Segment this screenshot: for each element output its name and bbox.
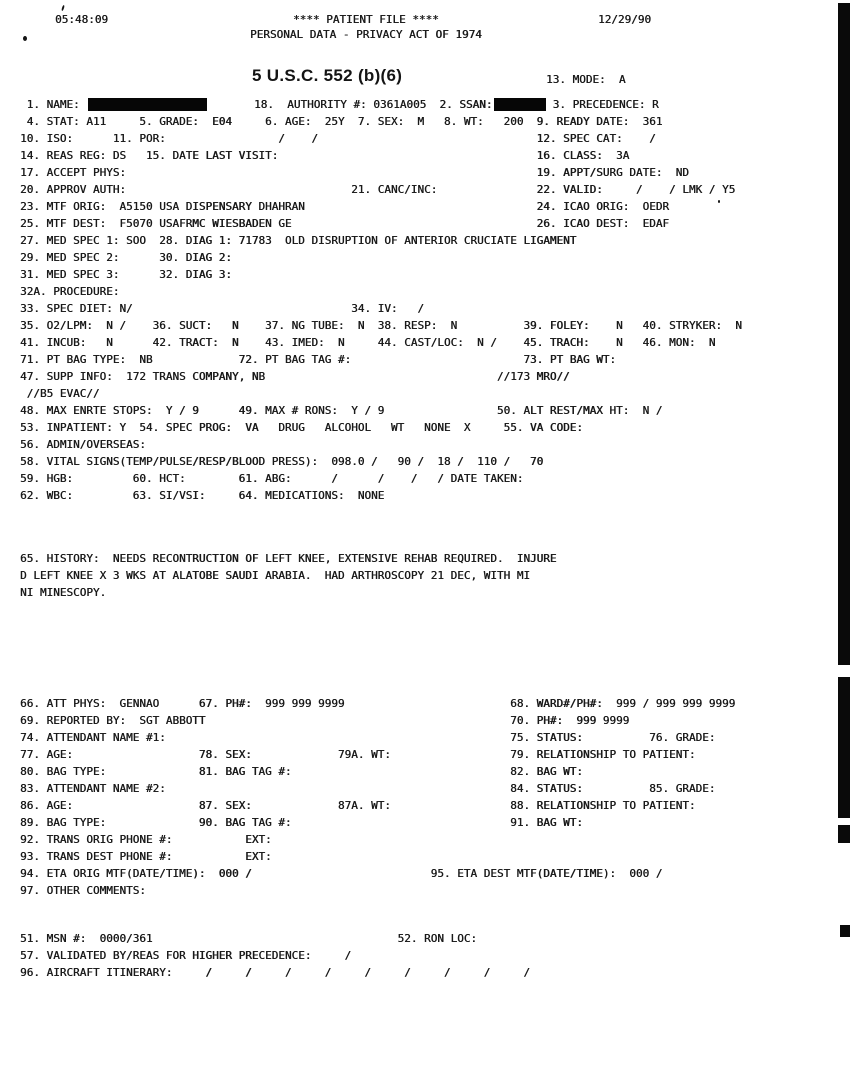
doc-line: 33. SPEC DIET: N/ 34. IV: / — [20, 302, 424, 315]
doc-line: 89. BAG TYPE: 90. BAG TAG #: 91. BAG WT: — [20, 816, 583, 829]
doc-line: 4. STAT: A11 5. GRADE: E04 6. AGE: 25Y 7. SEX: M 8. WT: 200 9. READY DATE: 361 — [20, 115, 663, 128]
doc-line: 96. AIRCRAFT ITINERARY: / / / / / / / / / — [20, 966, 530, 979]
document-title: **** PATIENT FILE **** — [293, 13, 439, 26]
doc-line: 29. MED SPEC 2: 30. DIAG 2: — [20, 251, 232, 264]
doc-line: 41. INCUB: N 42. TRACT: N 43. IMED: N 44. CAST/LOC: N / 45. TRACH: N 46. MON: N — [20, 336, 716, 349]
doc-line: 71. PT BAG TYPE: NB 72. PT BAG TAG #: 73. PT BAG WT: — [20, 353, 617, 366]
field-mode: 13. MODE: A — [546, 73, 626, 86]
print-time: 05:48:09 — [55, 13, 108, 26]
doc-line: 93. TRANS DEST PHONE #: EXT: — [20, 850, 272, 863]
doc-line: 23. MTF ORIG: A5150 USA DISPENSARY DHAHRAN 24. ICAO ORIG: OEDR — [20, 200, 670, 213]
doc-line: 80. BAG TYPE: 81. BAG TAG #: 82. BAG WT: — [20, 765, 583, 778]
doc-line: 20. APPROV AUTH: 21. CANC/INC: 22. VALID: / / LMK / Y5 — [20, 183, 736, 196]
doc-line: 53. INPATIENT: Y 54. SPEC PROG: VA DRUG ALCOHOL WT NONE X 55. VA CODE: — [20, 421, 583, 434]
attendant-block — [20, 695, 735, 899]
doc-line: 56. ADMIN/OVERSEAS: — [20, 438, 146, 451]
history-line: 65. HISTORY: NEEDS RECONTRUCTION OF LEFT KNEE, EXTENSIVE REHAB REQUIRED. INJURE — [20, 552, 557, 565]
name-redaction-bar — [88, 98, 207, 111]
scan-edge-artifact — [840, 925, 850, 937]
doc-line: 58. VITAL SIGNS(TEMP/PULSE/RESP/BLOOD PRESS): 098.0 / 90 / 18 / 110 / 70 — [20, 455, 544, 468]
doc-line: 31. MED SPEC 3: 32. DIAG 3: — [20, 268, 232, 281]
history-block — [20, 550, 556, 601]
scan-edge-artifact — [838, 677, 850, 818]
doc-line: 92. TRANS ORIG PHONE #: EXT: — [20, 833, 272, 846]
doc-line: 17. ACCEPT PHYS: 19. APPT/SURG DATE: ND — [20, 166, 689, 179]
scan-edge-artifact — [838, 3, 850, 665]
doc-line: 62. WBC: 63. SI/VSI: 64. MEDICATIONS: NONE — [20, 489, 385, 502]
print-date: 12/29/90 — [598, 13, 651, 26]
doc-line: 35. O2/LPM: N / 36. SUCT: N 37. NG TUBE: N 38. RESP: N 39. FOLEY: N 40. STRYKER: N — [20, 319, 742, 332]
doc-line: 77. AGE: 78. SEX: 79A. WT: 79. RELATIONSHIP TO PATIENT: — [20, 748, 696, 761]
precedence-field: 3. PRECEDENCE: R — [546, 98, 659, 111]
scan-speck — [718, 200, 720, 203]
doc-line: 83. ATTENDANT NAME #2: 84. STATUS: 85. GRADE: — [20, 782, 716, 795]
doc-line: //B5 EVAC// — [20, 387, 100, 400]
name-authority-line — [20, 96, 742, 113]
foia-exemption-heading: 5 U.S.C. 552 (b)(6) — [252, 66, 403, 85]
doc-line: 97. OTHER COMMENTS: — [20, 884, 146, 897]
scan-edge-artifact — [838, 825, 850, 843]
doc-line: 10. ISO: 11. POR: / / 12. SPEC CAT: / — [20, 132, 656, 145]
doc-line: 47. SUPP INFO: 172 TRANS COMPANY, NB //173 MRO// — [20, 370, 570, 383]
doc-line: 86. AGE: 87. SEX: 87A. WT: 88. RELATIONSHIP TO PATIENT: — [20, 799, 696, 812]
scan-speck — [61, 5, 65, 11]
patient-data-block — [20, 96, 742, 504]
doc-line: 14. REAS REG: DS 15. DATE LAST VISIT: 16. CLASS: 3A — [20, 149, 630, 162]
history-line: NI MINESCOPY. — [20, 586, 107, 599]
doc-line: 69. REPORTED BY: SGT ABBOTT 70. PH#: 999 9999 — [20, 714, 630, 727]
doc-line: 51. MSN #: 0000/361 52. RON LOC: — [20, 932, 477, 945]
doc-line: 66. ATT PHYS: GENNAO 67. PH#: 999 999 9999 68. WARD#/PH#: 999 / 999 999 9999 — [20, 697, 736, 710]
privacy-act-subtitle: PERSONAL DATA - PRIVACY ACT OF 1974 — [250, 28, 482, 41]
ssan-redaction-bar — [494, 98, 546, 111]
name-field-label: 1. NAME: — [20, 98, 80, 111]
doc-line: 48. MAX ENRTE STOPS: Y / 9 49. MAX # RONS: Y / 9 50. ALT REST/MAX HT: N / — [20, 404, 663, 417]
authority-ssan-fields: 18. AUTHORITY #: 0361A005 2. SSAN: — [254, 98, 493, 111]
doc-line: 57. VALIDATED BY/REAS FOR HIGHER PRECEDENCE: / — [20, 949, 352, 962]
doc-line: 32A. PROCEDURE: — [20, 285, 120, 298]
mission-block — [20, 930, 530, 981]
scan-speck — [23, 36, 27, 41]
history-line: D LEFT KNEE X 3 WKS AT ALATOBE SAUDI ARABIA. HAD ARTHROSCOPY 21 DEC, WITH MI — [20, 569, 530, 582]
doc-line: 59. HGB: 60. HCT: 61. ABG: / / / / DATE TAKEN: — [20, 472, 524, 485]
doc-line: 27. MED SPEC 1: SOO 28. DIAG 1: 71783 OLD DISRUPTION OF ANTERIOR CRUCIATE LIGAMENT — [20, 234, 577, 247]
doc-line: 25. MTF DEST: F5070 USAFRMC WIESBADEN GE 26. ICAO DEST: EDAF — [20, 217, 670, 230]
doc-line: 94. ETA ORIG MTF(DATE/TIME): 000 / 95. ETA DEST MTF(DATE/TIME): 000 / — [20, 867, 663, 880]
doc-line: 74. ATTENDANT NAME #1: 75. STATUS: 76. GRADE: — [20, 731, 716, 744]
